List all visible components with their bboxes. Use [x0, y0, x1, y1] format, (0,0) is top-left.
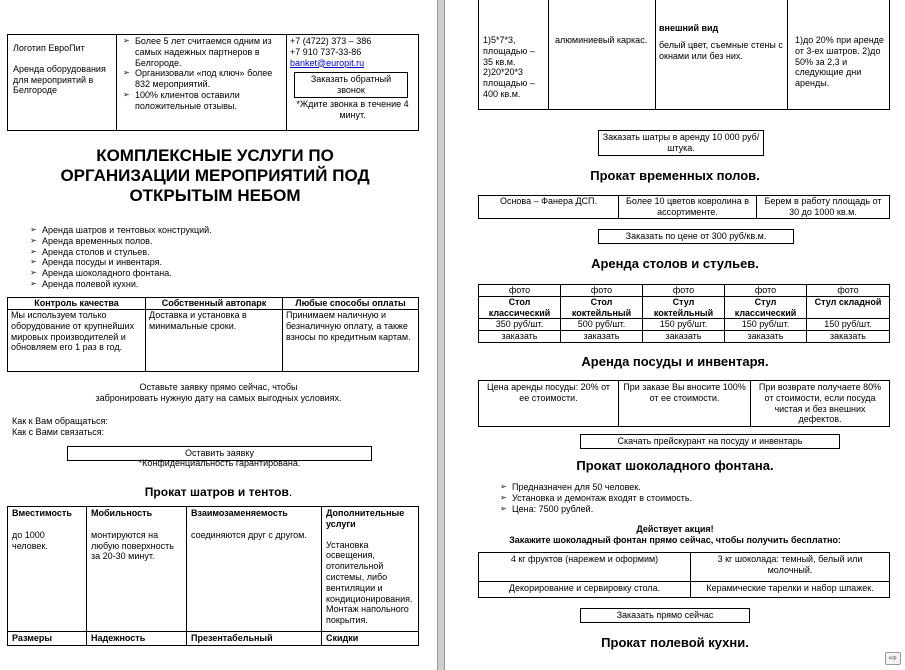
tent-feature-value: монтируются на любую поверхность за 20-30 минут. [91, 529, 174, 562]
furniture-name: Стул классический [725, 296, 807, 319]
features-table [7, 297, 419, 372]
furniture-price: 350 руб/шт. [479, 319, 561, 331]
page-title: КОМПЛЕКСНЫЕ УСЛУГИ ПО ОРГАНИЗАЦИИ МЕРОПРИЯТИЙ ПОД ОТКРЫТЫМ НЕБОМ [60, 146, 370, 205]
header-table [7, 34, 419, 131]
tents-title-text: Прокат шатров и тентов [144, 485, 289, 499]
feature-header: Собственный автопарк [146, 298, 283, 310]
service-item: ➢ Аренда шатров и тентовых конструкций. [30, 225, 390, 236]
tent-feature-header: Вместимость [12, 508, 72, 518]
arrow-right-icon[interactable]: ⇨ [885, 652, 901, 665]
dishes-title: Аренда посуды и инвентаря. [581, 354, 769, 369]
tent-feature-header: Надежность [87, 632, 187, 646]
fountain-features [500, 482, 860, 514]
gift-item: 4 кг фруктов (нарежем и оформим) [479, 553, 691, 582]
furniture-name: Стул коктейльный [643, 296, 725, 319]
floor-feature: Берем в работу площадь от 30 до 1000 кв.м. [757, 196, 890, 219]
furniture-price: 150 руб/шт. [725, 319, 807, 331]
tent-frame: алюминиевый каркас. [549, 0, 656, 110]
advantages-list [123, 36, 283, 112]
cta-line-2: забронировать нужную дату на самых выгодных условиях. [95, 392, 342, 403]
logo-placeholder: Логотип ЕвроПит [13, 43, 85, 53]
phone-2: +7 910 737-33-86 [290, 46, 362, 57]
promo-title: Действует акция! [636, 524, 714, 534]
tent-look-header: внешний вид [659, 23, 719, 33]
furniture-name: Стул складной [807, 296, 890, 319]
dishes-term: При возврате получаете 80% от стоимости, если посуда чистая и без внешних дефектов. [751, 381, 890, 427]
name-label: Как к Вам обращаться: [12, 416, 108, 426]
feature-header: Любые способы оплаты [283, 298, 419, 310]
tent-look: белый цвет, съемные стены с окнами или без них. [659, 39, 783, 61]
photo-placeholder: фото [643, 285, 725, 297]
tent-feature-header: Взаимозаменяемость [191, 508, 288, 518]
gift-item: 3 кг шоколада: темный, белый или молочный. [691, 553, 890, 582]
service-item: ➢ Аренда временных полов. [30, 236, 390, 247]
photo-placeholder: фото [561, 285, 643, 297]
furniture-table [478, 284, 890, 343]
cta-text [0, 382, 437, 404]
service-item: ➢ Аренда посуды и инвентаря. [30, 257, 390, 268]
fountain-title: Прокат шоколадного фонтана. [576, 458, 774, 473]
tents-table [7, 506, 419, 646]
contact-label: Как с Вами связаться: [12, 427, 105, 437]
floors-table [478, 195, 890, 219]
furniture-price: 150 руб/шт. [643, 319, 725, 331]
furniture-order-button[interactable]: заказать [479, 331, 561, 343]
callback-button[interactable]: Заказать обратный звонок [294, 72, 408, 98]
furniture-title: Аренда столов и стульев. [591, 256, 759, 271]
gifts-table [478, 552, 890, 598]
promo-text: Закажите шоколадный фонтан прямо сейчас, чтобы получить бесплатно: [509, 535, 841, 545]
furniture-price: 500 руб/шт. [561, 319, 643, 331]
tent-feature-header: Презентабельный [187, 632, 322, 646]
tents-detail-table [478, 0, 890, 110]
tent-feature-header: Скидки [322, 632, 419, 646]
furniture-name: Стол коктейльный [561, 296, 643, 319]
tent-feature-header: Размеры [8, 632, 87, 646]
tent-feature-value: соединяются друг с другом. [191, 529, 307, 540]
service-item: ➢ Аренда шоколадного фонтана. [30, 268, 390, 279]
feature-text: Принимаем наличную и безналичную оплату, а также взносы по кредитным картам. [283, 310, 419, 372]
floor-feature: Более 10 цветов ковролина в ассортименте. [619, 196, 757, 219]
fountain-feature: ➢ Установка и демонтаж входят в стоимость. [500, 493, 860, 504]
services-list [30, 225, 390, 290]
dishes-term: Цена аренды посуды: 20% от ее стоимости. [479, 381, 619, 427]
tent-sizes: 1)5*7*3, площадью – 35 кв.м. 2)20*20*3 площадью – 400 кв.м. [479, 0, 549, 110]
submit-request-button[interactable]: Оставить заявку [67, 446, 372, 461]
tent-feature-header: Мобильность [91, 508, 153, 518]
photo-placeholder: фото [479, 285, 561, 297]
phone-1: +7 (4722) 373 – 386 [290, 36, 372, 46]
service-item: ➢ Аренда полевой кухни. [30, 279, 390, 290]
page-left [0, 0, 437, 670]
page-gutter [437, 0, 445, 670]
advantage-item: ➢ 100% клиентов оставили положительные отзывы. [123, 90, 283, 112]
advantage-item: ➢ Более 5 лет считаемся одним из самых надежных партнеров в Белгороде. [123, 36, 283, 68]
feature-text: Мы используем только оборудование от крупнейших мировых производителей и обновляем его 1 раз в год. [8, 310, 146, 372]
tent-feature-header: Дополнительные услуги [326, 508, 405, 529]
fountain-feature: ➢ Предназначен для 50 человек. [500, 482, 860, 493]
cta-line-1: Оставьте заявку прямо сейчас, чтобы [139, 382, 298, 392]
tents-title [0, 485, 437, 499]
furniture-order-button[interactable]: заказать [643, 331, 725, 343]
furniture-order-button[interactable]: заказать [561, 331, 643, 343]
furniture-price: 150 руб/шт. [807, 319, 890, 331]
dishes-table [478, 380, 890, 427]
furniture-name: Стол классический [479, 296, 561, 319]
gift-item: Керамические тарелки и набор шпажек. [691, 581, 890, 597]
tent-feature-value: до 1000 человек. [12, 529, 48, 551]
service-item: ➢ Аренда столов и стульев. [30, 247, 390, 258]
privacy-note: *Конфиденциальность гарантирована. [138, 458, 301, 468]
download-price-list-button[interactable]: Скачать прейскурант на посуду и инвентарь [580, 434, 840, 449]
tent-feature-value: Установка освещения, отопительной системы, либо вентиляции и кондиционирования. Монтаж напольного покрытия. [326, 539, 413, 626]
advantage-item: ➢ Организовали «под ключ» более 832 мероприятий. [123, 68, 283, 90]
email-link[interactable]: banket@europit.ru [290, 57, 365, 68]
order-fountain-button[interactable]: Заказать прямо сейчас [580, 608, 750, 623]
furniture-order-button[interactable]: заказать [807, 331, 890, 343]
fountain-feature: ➢ Цена: 7500 рублей. [500, 504, 860, 515]
order-tents-button[interactable]: Заказать шатры в аренду 10 000 руб/штука. [598, 130, 764, 156]
photo-placeholder: фото [807, 285, 890, 297]
furniture-order-button[interactable]: заказать [725, 331, 807, 343]
floors-title: Прокат временных полов. [590, 168, 760, 183]
company-description: Аренда оборудования для мероприятий в Белгороде [13, 63, 106, 96]
feature-text: Доставка и установка в минимальные сроки. [146, 310, 283, 372]
photo-placeholder: фото [725, 285, 807, 297]
kitchen-title: Прокат полевой кухни. [601, 635, 749, 650]
tents-title-dot: . [288, 485, 293, 499]
callback-note: *Ждите звонка в течение 4 минут. [296, 98, 409, 120]
feature-header: Контроль качества [8, 298, 146, 310]
floor-feature: Основа – Фанера ДСП. [479, 196, 619, 219]
order-floors-button[interactable]: Заказать по цене от 300 руб/кв.м. [598, 229, 794, 244]
dishes-term: При заказе Вы вносите 100% от ее стоимости. [619, 381, 751, 427]
gift-item: Декорирование и сервировку стола. [479, 581, 691, 597]
page-right [445, 0, 905, 670]
tent-discounts: 1)до 20% при аренде от 3-ех шатров. 2)до 50% за 2,3 и следующие дни аренды. [788, 0, 890, 110]
